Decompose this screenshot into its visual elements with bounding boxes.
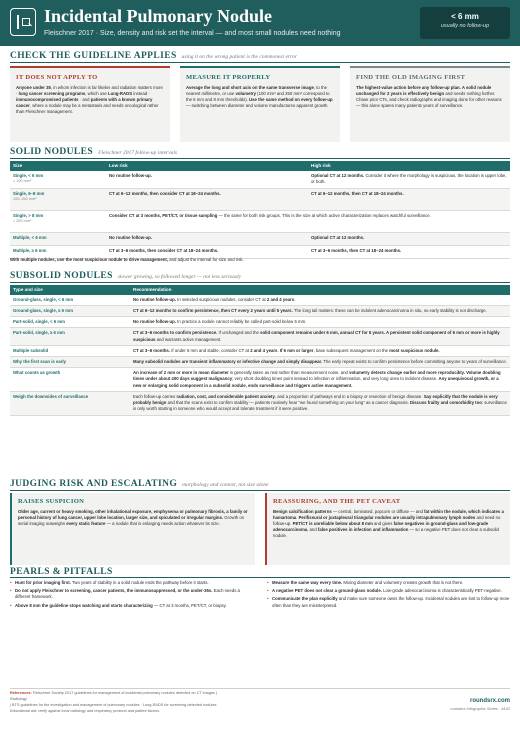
table-row [10, 189, 510, 211]
type-cell: Ground-glass, single, ≥ 6 mm [10, 305, 130, 316]
type-cell: Ground-glass, single, < 6 mm [10, 295, 130, 306]
high-risk-cell: CT at 3–6 months, then CT at 18–24 months. [308, 246, 510, 259]
section-guideline-heading: CHECK THE GUIDELINE APPLIES using it on the wrong patient is the commonest error [10, 51, 297, 61]
list-item: • Hunt for prior imaging first. Two years of stability in a solid nodule ends the pathway before it starts. [10, 580, 253, 586]
recommendation-cell: Each follow-up carries radiation, cost, and considerable patient anxiety, and a proportion of pathways end in a biopsy or resection of benign disease. Say explicitly that the nodule is very probably benign and that the scans exist to confirm stability — patients routinely hear "we found something on your lung" as a cancer diagnosis. Discuss frailty and comorbidity too: surveillance is only worth starting in someone who would accept and tolerate treatment if it were positive. [130, 391, 510, 415]
card-body: Benign calcification patterns — central, laminated, popcorn or diffuse — and fat within the nodule, which indicates a hamartoma. Perifissural or juxtapleural triangular nodules are usually intrapulmonary lymph nodes and need no follow-up. PET/CT is unreliable below about 8 mm and gives false negatives in ground-glass and low-grade adenocarcinoma, and false positives in infection and inflammation — so a negative PET does not clear a subsolid nodule. [273, 508, 504, 539]
low-risk-cell: CT at 3–6 months, then consider CT at 18–24 months. [106, 246, 308, 259]
both-risk-cell: Consider CT at 3 months, PET/CT, or tissue sampling — the same for both risk groups. This is the size at which active characterization replaces watchful surveillance. [106, 211, 510, 233]
badge-main: < 6 mm [451, 12, 479, 21]
divider [10, 577, 510, 578]
recommendation-cell: CT at 6–12 months to confirm persistence, then CT every 2 years until 5 years. The long tail matters: these can be indolent adenocarcinoma in situ, so early stability is not discharge. [130, 305, 510, 316]
card-body: The highest-value action before any follow-up plan. A solid nodule unchanged for 2 years is effectively benign and needs nothing further. Chase prior CTs, and check radiographs and imaging done for other reasons — this alone spares many patients years of surveillance. [356, 84, 502, 109]
size-cell: Single, > 8 mm > 250 mm³ [10, 211, 106, 233]
column-header: High risk [308, 161, 510, 171]
type-cell: Part-solid, single, < 6 mm [10, 317, 130, 328]
lung-scan-logo-icon [10, 8, 36, 36]
table-row [10, 328, 510, 345]
solid-note: With multiple nodules, use the most suspicious nodule to drive management, and adjust the interval for size and risk. [10, 257, 244, 262]
column-header: Type and size [10, 285, 130, 295]
table-row [10, 317, 510, 328]
table-row [10, 345, 510, 356]
divider [10, 158, 510, 159]
pitfalls-left-column [10, 580, 253, 611]
type-cell: Part-solid, single, ≥ 6 mm [10, 328, 130, 345]
section-judging-heading: JUDGING RISK AND ESCALATING morphology and context, not size alone [10, 479, 269, 489]
table-row [10, 211, 510, 233]
column-header: Low risk [106, 161, 308, 171]
section-subsolid-heading: SUBSOLID NODULES slower growing, so followed longer — not less seriously [10, 271, 242, 281]
references: References: Fleischner Society 2017 guidelines for management of incidental pulmonary nodules detected on CT images | Radiology | BTS guidelines for the investigation and management of pulmonary nodules · Lung-RADS for screening-detected nodules. Educational aid; verify against local radiology and respiratory protocol and patient factors. [10, 691, 218, 714]
recommendation-cell: CT at 3–6 months to confirm persistence. If unchanged and the solid component remains under 6 mm, annual CT for 5 years. A persistent solid component of 6 mm or more is highly suspicious and warrants active management. [130, 328, 510, 345]
subsolid-nodules-table [10, 285, 510, 416]
size-cell: Single, < 6 mm < 100 mm³ [10, 171, 106, 189]
recommendation-cell: An increase of 2 mm or more in mean diameter is generally taken as real rather than measurement noise, and volumetry detects change earlier and more reproducibly. Volume doubling times under about 400 days suggest malignancy; very short doubling times point instead to infection or inflammation, and very long ones to indolent disease. Any unequivocal growth, or a new or enlarging solid component in a subsolid nodule, ends surveillance and triggers active management. [130, 368, 510, 392]
card-measure-properly [180, 66, 340, 142]
divider [10, 282, 510, 283]
card-reassuring-pet [265, 493, 510, 565]
table-row [10, 233, 510, 246]
card-heading: FIND THE OLD IMAGING FIRST [356, 74, 466, 81]
card-heading: IT DOES NOT APPLY TO [16, 74, 98, 81]
section-solid-heading: SOLID NODULES Fleischner 2017 follow-up intervals [10, 147, 178, 157]
card-body: Average the long and short axis on the same transverse image, to the nearest millimetre, or use volumetry (100 mm³ and 250 mm³ correspond to the 6 mm and 8 mm thresholds). Use the same method on every follow-up — switching between diameter and volume manufactures apparent growth. [186, 84, 333, 109]
type-cell: Weigh the downsides of surveillance [10, 391, 130, 415]
card-raises-suspicion [10, 493, 255, 565]
high-risk-cell: Optional CT at 12 months. Consider it where the morphology is suspicious, the location is upper lobe, or both. [308, 171, 510, 189]
footer-divider [10, 688, 510, 689]
list-item: • Above 8 mm the guideline stops watching and starts characterizing — CT at 3 months, PET/CT, or biopsy. [10, 603, 253, 609]
card-heading: REASSURING, AND THE PET CAVEAT [273, 498, 401, 505]
page-title: Incidental Pulmonary Nodule [44, 6, 273, 26]
low-risk-cell: No routine follow-up. [106, 171, 308, 189]
badge-sub: usually no follow-up [440, 23, 490, 29]
column-header: Size [10, 161, 106, 171]
series-label: roundsrx Infographic Series · #142 [450, 705, 510, 711]
table-row [10, 391, 510, 415]
size-cell: Multiple, ≥ 6 mm [10, 246, 106, 259]
type-cell: What counts as growth [10, 368, 130, 392]
high-risk-cell: CT at 6–12 months, then CT at 18–24 months. [308, 189, 510, 211]
low-risk-cell: No routine follow-up. [106, 233, 308, 246]
card-heading: MEASURE IT PROPERLY [186, 74, 271, 81]
table-row [10, 295, 510, 306]
card-heading: RAISES SUSPICION [18, 498, 85, 505]
high-risk-cell: Optional CT at 12 months. [308, 233, 510, 246]
table-row [10, 368, 510, 392]
recommendation-cell: Many subsolid nodules are transient inflammatory or infective change and simply disappear. The early repeat exists to confirm persistence before committing anyone to years of surveillance. [130, 356, 510, 367]
size-cell: Multiple, < 6 mm [10, 233, 106, 246]
recommendation-cell: CT at 3–6 months. If under 6 mm and stable, consider CT at 2 and 4 years. If 6 mm or larger, base subsequent management on the most suspicious nodule. [130, 345, 510, 356]
table-row [10, 171, 510, 189]
table-row [10, 356, 510, 367]
list-item: • Measure the same way every time. Mixing diameter and volumetry creates growth that is not there. [267, 580, 510, 586]
threshold-badge [420, 7, 510, 39]
card-find-old-imaging [350, 66, 510, 142]
recommendation-cell: No routine follow-up. In selected suspicious nodules, consider CT at 2 and 4 years. [130, 295, 510, 306]
list-item: • Do not apply Fleischner to screening, cancer patients, the immunosuppressed, or the under-35s. Each needs a different framework. [10, 588, 253, 600]
card-does-not-apply [10, 66, 170, 142]
type-cell: Multiple subsolid [10, 345, 130, 356]
site-credit [450, 697, 510, 711]
card-body: Older age, current or heavy smoking, other inhalational exposure, emphysema or pulmonary fibrosis, a family or personal history of lung cancer, upper lobe location, larger size, and spiculated or irregular margins. Growth on serial imaging outweighs every static feature — a nodule that is enlarging needs action whatever its size. [18, 508, 248, 526]
type-cell: Why the first scan is early [10, 356, 130, 367]
pitfalls-right-column [267, 580, 510, 611]
list-item: • A negative PET does not clear a ground-glass nodule. Low-grade adenocarcinoma is characteristically PET-negative. [267, 588, 510, 594]
size-cell: Single, 6–8 mm 100–250 mm³ [10, 189, 106, 211]
divider [10, 62, 510, 63]
low-risk-cell: CT at 6–12 months, then consider CT at 18–24 months. [106, 189, 308, 211]
list-item: • Communicate the plan explicitly and make sure someone owns the follow-up. Incidental nodules are lost to follow-up more often than they are misinterpreted. [267, 596, 510, 608]
header-banner [0, 0, 520, 46]
site-link[interactable]: roundsrx.com [469, 698, 510, 704]
page-subtitle: Fleischner 2017 · Size, density and risk set the interval — and most small nodules need nothing [44, 30, 341, 37]
table-row [10, 305, 510, 316]
solid-nodules-table [10, 161, 510, 259]
divider [10, 490, 510, 491]
recommendation-cell: No routine follow-up. In practice a nodule cannot reliably be called part-solid below 6 mm. [130, 317, 510, 328]
section-pitfalls-heading: PEARLS & PITFALLS [10, 567, 113, 577]
column-header: Recommendation [130, 285, 510, 295]
card-body: Anyone under 35, in whom infection is far likelier and radiation matters more · lung cancer screening programs, which use Lung-RADS instead · immunocompromised patients · and patients with a known primary cancer, where a nodule may be a metastasis and needs oncological rather than Fleischner management. [16, 84, 163, 115]
